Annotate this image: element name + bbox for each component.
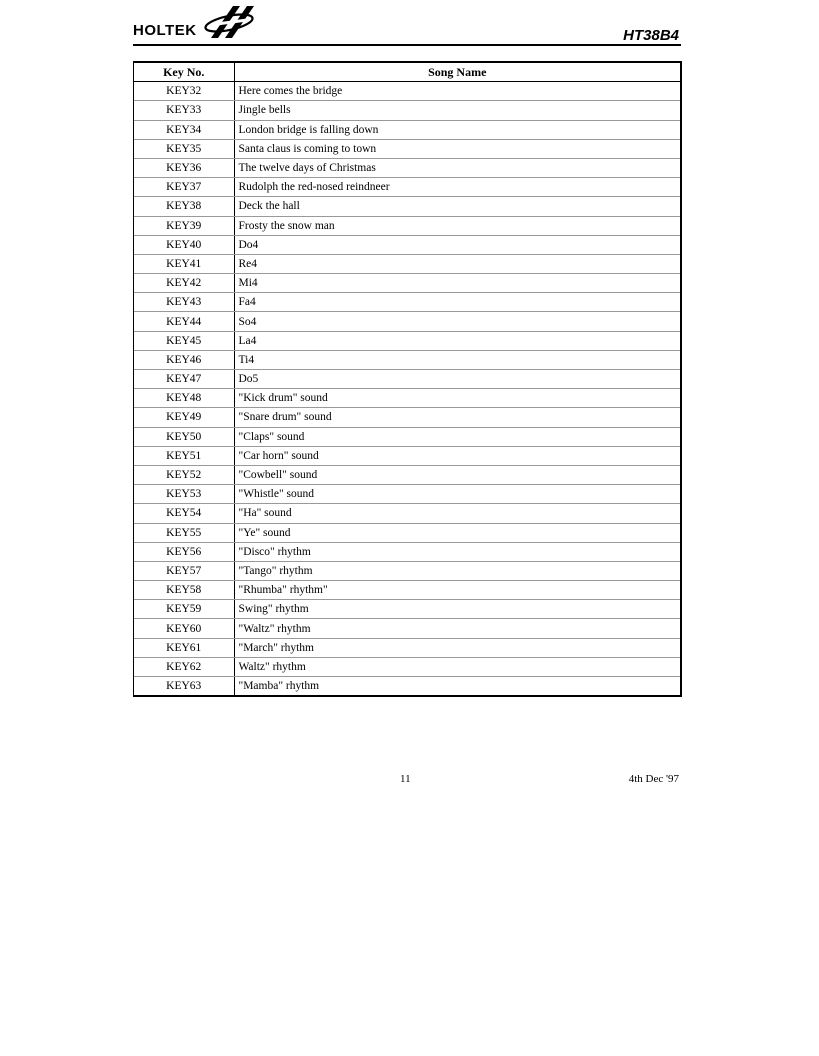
key-number-cell: KEY58: [134, 581, 234, 600]
table-row: [134, 350, 680, 369]
key-number-cell: KEY32: [134, 82, 234, 101]
key-number-cell: KEY33: [134, 101, 234, 120]
table-row: [134, 504, 680, 523]
table-row: [134, 216, 680, 235]
key-number-cell: KEY36: [134, 158, 234, 177]
song-name-cell: "Whistle" sound: [234, 485, 680, 504]
table-row: [134, 197, 680, 216]
holtek-logo: [133, 2, 258, 44]
key-number-cell: KEY39: [134, 216, 234, 235]
page-number: 11: [400, 773, 411, 785]
song-name-cell: Mi4: [234, 274, 680, 293]
song-name-cell: "Kick drum" sound: [234, 389, 680, 408]
song-name-cell: Waltz" rhythm: [234, 657, 680, 676]
song-name-cell: "Waltz" rhythm: [234, 619, 680, 638]
table-row: [134, 101, 680, 120]
document-id: HT38B4: [623, 27, 679, 44]
key-number-cell: KEY38: [134, 197, 234, 216]
table-row: [134, 370, 680, 389]
song-name-cell: Swing" rhythm: [234, 600, 680, 619]
key-number-cell: KEY62: [134, 657, 234, 676]
key-song-table: [133, 61, 682, 697]
song-name-cell: "Mamba" rhythm: [238, 680, 320, 693]
table-row: [134, 235, 680, 254]
song-name-cell: Jingle bells: [234, 101, 680, 120]
table-row: [134, 178, 680, 197]
column-header-key: Key No.: [134, 63, 234, 82]
table-row: [134, 485, 680, 504]
key-number-cell: KEY60: [134, 619, 234, 638]
song-name-cell: "Ye" sound: [234, 523, 680, 542]
table-row: [134, 139, 680, 158]
song-name-cell: London bridge is falling down: [234, 120, 680, 139]
table-row: [134, 600, 680, 619]
song-name-cell: Deck the hall: [234, 197, 680, 216]
song-name-cell: Here comes the bridge: [234, 82, 680, 101]
key-number-cell: KEY52: [134, 465, 234, 484]
song-name-cell: "Disco" rhythm: [234, 542, 680, 561]
page-date: 4th Dec '97: [628, 773, 679, 785]
song-name-cell: Re4: [234, 254, 680, 273]
table-row: [134, 408, 680, 427]
key-number-cell: KEY48: [134, 389, 234, 408]
song-name-cell: Do4: [234, 235, 680, 254]
song-name-cell: "Cowbell" sound: [234, 465, 680, 484]
table-row: [134, 293, 680, 312]
key-number-cell: KEY50: [134, 427, 234, 446]
key-number-cell: KEY46: [134, 350, 234, 369]
table-row: [134, 638, 680, 657]
song-name-cell: Ti4: [234, 350, 680, 369]
song-name-cell: Do5: [234, 370, 680, 389]
key-number-cell: KEY53: [134, 485, 234, 504]
key-number-cell: KEY42: [134, 274, 234, 293]
table-row: [134, 561, 680, 580]
table-row: [134, 331, 680, 350]
key-number-cell: KEY41: [134, 254, 234, 273]
song-name-cell: Fa4: [234, 293, 680, 312]
song-name-cell: "Snare drum" sound: [234, 408, 680, 427]
table-row: [134, 312, 680, 331]
header-rule: [133, 44, 681, 46]
song-name-cell: Santa claus is coming to town: [234, 139, 680, 158]
song-name-cell: So4: [234, 312, 680, 331]
key-number-cell: KEY54: [134, 504, 234, 523]
key-number-cell: KEY49: [134, 408, 234, 427]
table-header-row: [134, 63, 680, 82]
column-header-song: Song Name: [234, 63, 680, 82]
song-name-cell: Rudolph the red-nosed reindneer: [234, 178, 680, 197]
key-number-cell: KEY34: [134, 120, 234, 139]
table-row: [134, 465, 680, 484]
key-number-cell: KEY63: [134, 677, 234, 696]
table-row: [134, 274, 680, 293]
key-number-cell: KEY57: [134, 561, 234, 580]
key-number-cell: KEY56: [134, 542, 234, 561]
song-name-cell: Frosty the snow man: [234, 216, 680, 235]
song-name-cell: "Rhumba" rhythm": [234, 581, 680, 600]
table-row: [134, 523, 680, 542]
table-row: [134, 120, 680, 139]
key-number-cell: KEY35: [134, 139, 234, 158]
song-name-cell: "Ha" sound: [234, 504, 680, 523]
song-name-cell: "Tango" rhythm: [234, 561, 680, 580]
key-number-cell: KEY45: [134, 331, 234, 350]
table-row: [134, 446, 680, 465]
key-number-cell: KEY51: [134, 446, 234, 465]
holtek-logo-icon: [203, 4, 255, 42]
key-number-cell: KEY44: [134, 312, 234, 331]
logo-text: HOLTEK: [133, 22, 197, 39]
page-header: [133, 0, 681, 47]
table-row: [134, 619, 680, 638]
table-row: [134, 657, 680, 676]
key-number-cell: KEY37: [134, 178, 234, 197]
key-number-cell: KEY43: [134, 293, 234, 312]
key-number-cell: KEY47: [134, 370, 234, 389]
song-name-cell: The twelve days of Christmas: [234, 158, 680, 177]
table-row: [134, 82, 680, 101]
key-number-cell: KEY55: [134, 523, 234, 542]
song-name-cell: "Car horn" sound: [234, 446, 680, 465]
key-number-cell: KEY61: [134, 638, 234, 657]
table-row: [134, 254, 680, 273]
table-row: [134, 158, 680, 177]
table-row: [134, 389, 680, 408]
song-name-cell: "March" rhythm: [234, 638, 680, 657]
key-number-cell: KEY40: [134, 235, 234, 254]
song-name-cell: "Claps" sound: [234, 427, 680, 446]
table-row: [134, 542, 680, 561]
key-number-cell: KEY59: [134, 600, 234, 619]
table-row: [134, 677, 680, 696]
song-name-cell: La4: [234, 331, 680, 350]
table-row: [134, 427, 680, 446]
table-row: [134, 581, 680, 600]
